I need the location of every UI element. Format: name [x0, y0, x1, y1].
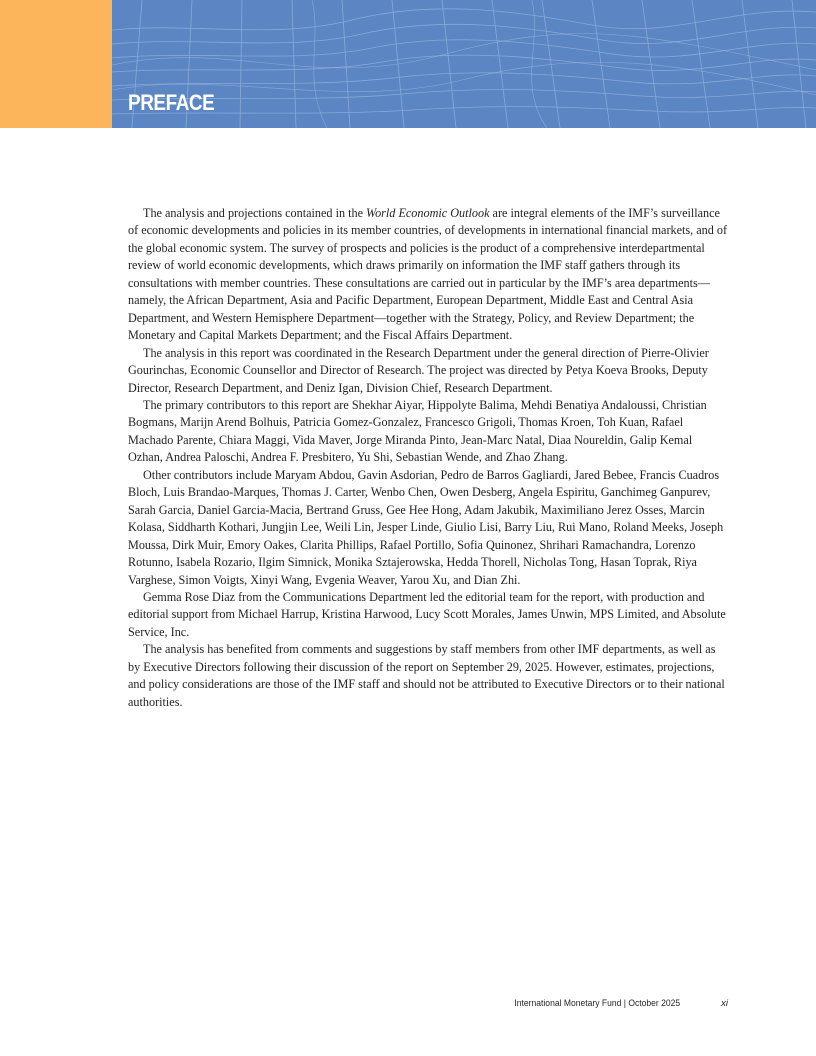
paragraph-coordination: The analysis in this report was coordinated in the Research Department under the general direction of Pierre-Olivier Gourinchas, Economic Counsellor and Director of Research. The project was directed by Petya Koeva Brooks, Deputy Director, Research Department, and Deniz Igan, Division Chief, Research Department.	[128, 345, 709, 395]
paragraph-intro	[128, 205, 728, 345]
publication-title: World Economic Outlook	[366, 206, 490, 220]
paragraph-editorial-team: Gemma Rose Diaz from the Communications Department led the editorial team for the report, with production and editorial support from Michael Harrup, Kristina Harwood, Lucy Scott Morales, James Unwin, MPS Limited, and Absolute Service, Inc.	[128, 589, 726, 639]
intro-text-start: The analysis and projections contained in the	[143, 206, 367, 220]
banner-wireframe-background	[112, 0, 816, 128]
page-title: PREFACE	[128, 90, 215, 115]
preface-body	[128, 205, 728, 711]
footer-source: International Monetary Fund | October 2025	[514, 998, 680, 1009]
paragraph-other-contributors: Other contributors include Maryam Abdou, Gavin Asdorian, Pedro de Barros Gagliardi, Jared Bebee, Francis Cuadros Bloch, Luis Brandao-Marques, Thomas J. Carter, Wenbo Chen, Owen Desberg, Angela Espiritu, Ganchimeg Ganpurev, Sarah Garcia, Daniel Garcia-Macia, Bertrand Gruss, Gee Hee Hong, Adam Jakubik, Maximiliano Jerez Osses, Marcin Kolasa, Siddharth Kothari, Jungjin Lee, Weili Lin, Jesper Linde, Giulio Lisi, Barry Liu, Rui Mano, Roland Meeks, Joseph Moussa, Dirk Muir, Emory Oakes, Clarita Phillips, Rafael Portillo, Sofia Quinonez, Shrihari Ramachandra, Lorenzo Rotunno, Isabela Rozario, Ilgim Simnick, Monika Sztajerowska, Hedda Thorell, Nicholas Tong, Hasan Toprak, Riya Varghese, Simon Voigts, Xinyi Wang, Evgenia Weaver, Yarou Xu, and Dian Zhi.	[128, 467, 724, 587]
header-banner	[0, 0, 816, 128]
paragraph-acknowledgements: The analysis has benefited from comments and suggestions by staff members from other IMF departments, as well as by Executive Directors following their discussion of the report on September 29, 2025. However, estimates, projections, and policy considerations are those of the IMF staff and should not be attributed to Executive Directors or to their national authorities.	[128, 642, 725, 709]
paragraph-primary-contributors: The primary contributors to this report are Shekhar Aiyar, Hippolyte Balima, Mehdi Benatiya Andaloussi, Christian Bogmans, Marijn Arend Bolhuis, Patricia Gomez-Gonzalez, Francesco Grigoli, Thomas Kroen, Toh Kuan, Rafael Machado Parente, Chiara Maggi, Vida Maver, Jorge Miranda Pinto, Jean-Marc Natal, Diaa Noureldin, Galip Kemal Ozhan, Andrea Paloschi, Andrea F. Presbitero, Yu Shi, Sebastian Wende, and Zhao Zhang.	[128, 397, 707, 465]
intro-text-end: are integral elements of the IMF’s surveillance of economic developments and policies in its member countries, of developments in international financial markets, and of the global economic system. The survey of prospects and policies is the product of a comprehensive interdepartmental review of world economic developments, which draws primarily on information the IMF staff gathers through its consultations with member countries. These consultations are carried out in particular by the IMF’s area departments—namely, the African Department, Asia and Pacific Department, European Department, Middle East and Central Asia Department, and Western Hemisphere Department—together with the Strategy, Policy, and Review Department; the Monetary and Capital Markets Department; and the Fiscal Affairs Department.	[128, 206, 728, 343]
page-number: xi	[721, 998, 728, 1009]
wireframe-terrain-graphic	[112, 0, 816, 128]
banner-accent-block	[0, 0, 112, 128]
